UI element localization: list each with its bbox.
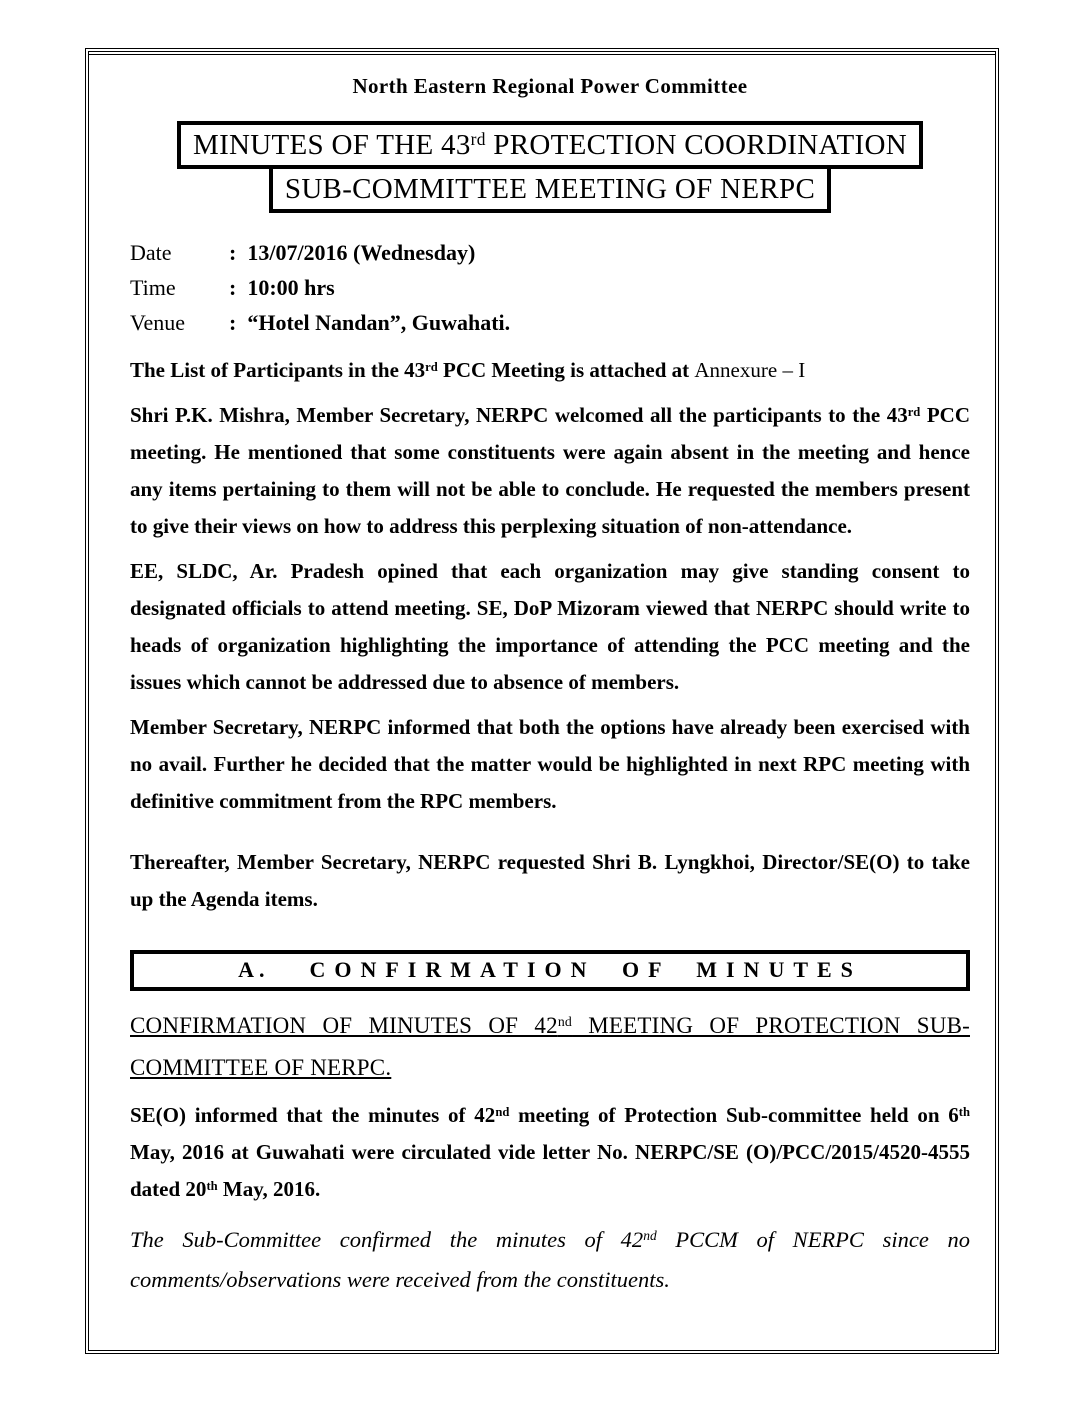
text-segment: rd (425, 359, 438, 374)
meeting-meta (130, 235, 970, 340)
title-row-2 (130, 169, 970, 213)
text-segment: th (958, 1104, 970, 1119)
paragraph-welcome (130, 397, 970, 545)
text-segment: nd (557, 1014, 573, 1030)
meta-row-time (130, 270, 970, 305)
time-value: 10:00 hrs (247, 275, 335, 300)
venue-separator: : (229, 310, 237, 335)
text-segment: PROTECTION COORDINATION (485, 129, 907, 161)
text-segment: Thereafter, Member Secretary, NERPC requested Shri B. Lyngkhoi, Director/SE(O) to take up the Agenda items. (130, 850, 970, 911)
text-segment: Shri P.K. Mishra, Member Secretary, NERPC welcomed all the participants to the 43 (130, 403, 908, 427)
text-segment: The Sub-Committee confirmed the minutes of 42 (130, 1227, 644, 1252)
paragraph-thereafter (130, 844, 970, 918)
confirmation-subheading (130, 1005, 970, 1089)
text-segment: Member Secretary, NERPC informed that both the options have already been exercised with no avail. Further he decided that the matter would be highlighted in next RPC meeting with definitive commitment from the RPC members. (130, 715, 970, 813)
text-segment: EE, SLDC, Ar. Pradesh opined that each organization may give standing consent to designated officials to attend meeting. SE, DoP Mizoram viewed that NERPC should write to heads of organization highlighting the importance of attending the PCC meeting and the issues which cannot be addressed due to absence of members. (130, 559, 970, 694)
text-segment: PCCM of NERPC since no comments/observations were received from the constituents. (130, 1227, 970, 1292)
time-label: Time (130, 275, 176, 300)
paragraph-minutes-confirmed (130, 1220, 970, 1300)
text-segment: PCC Meeting is attached at (437, 358, 695, 382)
title-line-2 (269, 165, 831, 213)
text-segment: May, 2016. (217, 1177, 321, 1201)
text-segment: rd (470, 129, 486, 150)
text-segment: rd (907, 404, 921, 419)
paragraph-options-exercised (130, 709, 970, 820)
text-segment: CONFIRMATION OF MINUTES OF 42 (130, 1013, 558, 1038)
document-title (130, 121, 970, 213)
venue-value: “Hotel Nandan”, Guwahati. (247, 310, 511, 335)
text-segment: Annexure – I (694, 358, 806, 382)
paragraph-minutes-circulated (130, 1097, 970, 1208)
text-segment: MEETING OF PROTECTION SUB-COMMITTEE OF NERPC. (130, 1013, 970, 1080)
meta-row-venue (130, 305, 970, 340)
text-segment: nd (643, 1228, 657, 1244)
title-line-1 (177, 121, 923, 169)
text-segment: SUB-COMMITTEE MEETING OF NERPC (284, 173, 816, 205)
text-segment: th (206, 1178, 218, 1193)
text-segment: SE(O) informed that the minutes of 42 (130, 1103, 496, 1127)
venue-label: Venue (130, 310, 185, 335)
section-a-title: CONFIRMATION OF MINUTES (309, 957, 862, 982)
section-a-heading (130, 950, 970, 991)
text-segment: nd (495, 1104, 510, 1119)
text-segment: May, 2016 at Guwahati were circulated vide letter No. NERPC/SE (O)/PCC/2015/4520-4555 dated 20 (130, 1140, 970, 1201)
title-row-1 (130, 121, 970, 169)
text-segment: meeting of Protection Sub-committee held on 6 (509, 1103, 959, 1127)
date-label: Date (130, 240, 172, 265)
participants-note (130, 352, 970, 389)
meta-row-date (130, 235, 970, 270)
time-separator: : (229, 275, 237, 300)
date-value: 13/07/2016 (Wednesday) (247, 240, 476, 265)
paragraph-sldc-opinion (130, 553, 970, 701)
text-segment: The List of Participants in the 43 (130, 358, 426, 382)
org-name-heading: North Eastern Regional Power Committee (352, 74, 748, 98)
text-segment: MINUTES OF THE 43 (193, 129, 471, 161)
date-separator: : (229, 240, 237, 265)
page-border-frame (85, 48, 999, 1354)
section-a-label: A. (238, 957, 270, 982)
text-segment: PCC meeting. He mentioned that some constituents were again absent in the meeting and hence any items pertaining to them will not be able to conclude. He requested the members present to give their views on how to address this perplexing situation of non-attendance. (130, 403, 970, 538)
